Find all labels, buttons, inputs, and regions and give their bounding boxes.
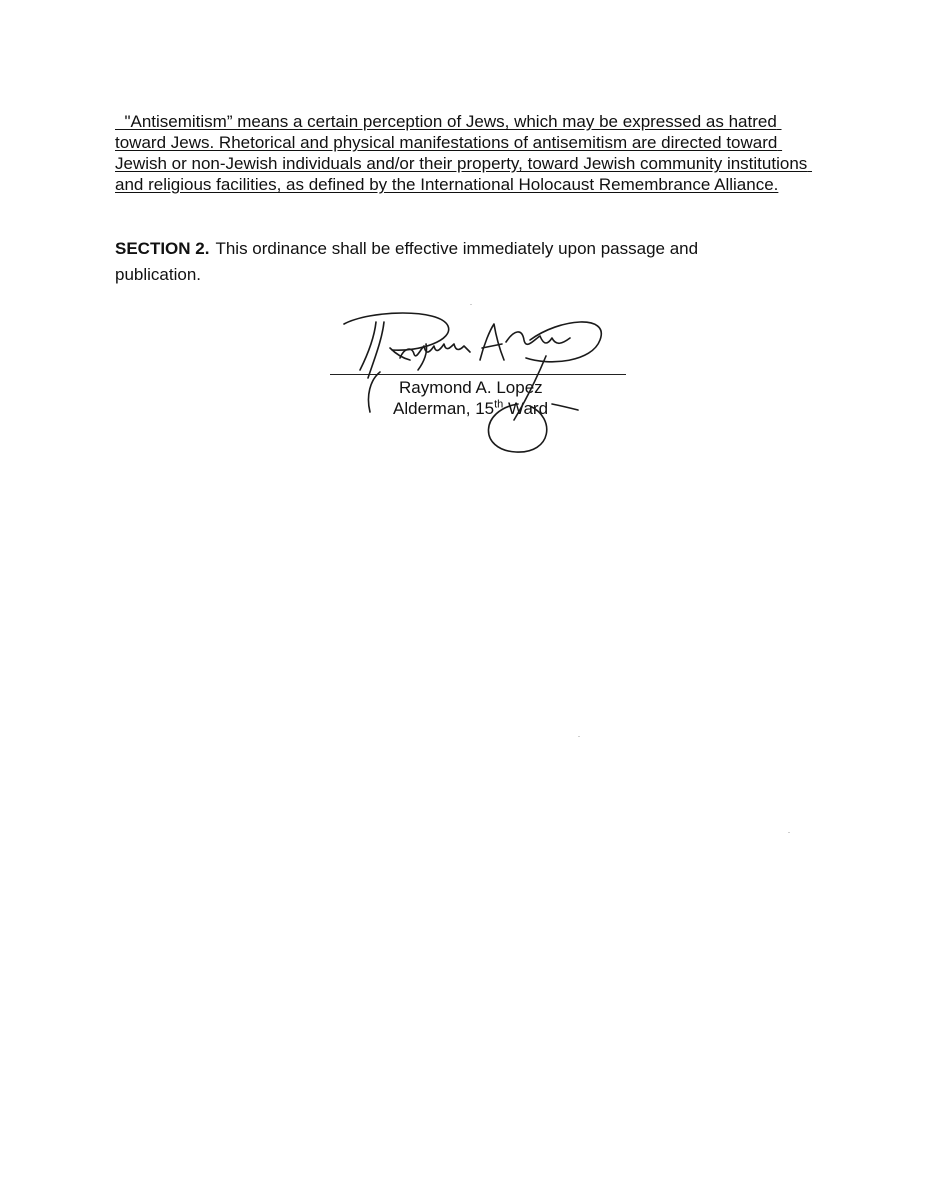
signer-title-ordinal: th [494, 398, 504, 411]
signer-title-prefix: Alderman, 15 [393, 399, 495, 418]
section-2-text: This ordinance shall be effective immediately upon passage and publication. [115, 239, 699, 284]
antisemitism-definition: "Antisemitism” means a certain perception of Jews, which may be expressed as hatred toward Jews. Rhetorical and physical manifestations of antisemitism are directed toward Jewish or non-Jewish individuals and/or their property, toward Jewish community institutions and religious facilities, as defined by the International Holocaust Remembrance Alliance. [115, 112, 813, 194]
scan-speck [788, 832, 790, 833]
signer-title-suffix: Ward [503, 399, 549, 418]
handwritten-signature [330, 300, 630, 460]
section-2-paragraph [115, 236, 775, 288]
scan-speck [470, 304, 472, 305]
section-2-label: SECTION 2. [115, 239, 210, 258]
scan-speck [578, 736, 580, 737]
signer-name: Raymond A. Lopez [399, 378, 543, 397]
